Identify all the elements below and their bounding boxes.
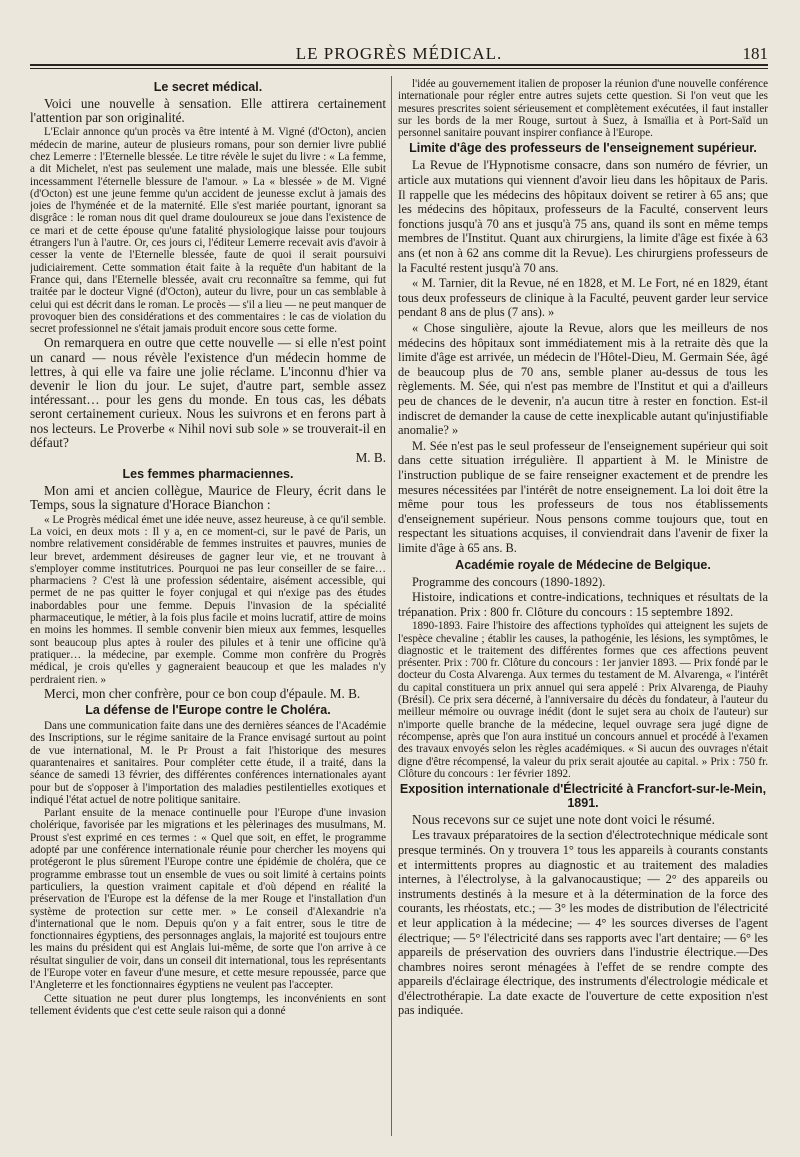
signature: M. B.: [355, 450, 386, 466]
paragraph: Merci, mon cher confrère, pour ce bon coup d'épaule. M. B.: [44, 685, 361, 701]
paragraph: « Chose singulière, ajoute la Revue, alors que les meilleurs de nos médecins des hôpitaux sont immédiatement mis à la retraite dès que la limite d'âge est arrivée, un médecin de l'Hôtel-Dieu, M. Germain Sée, âgé de beaucoup plus de 70 ans, semble planer au-dessus de tous les règlements. M. Sée, qui n'est pas membre de l'Institut et qui a d'ailleurs peu de chances de le devenir, n'a aucun titre à rester en fonction. Est-il indiscret de demander la cause de cette inexplicable autant qu'injustifiable anomalie? »: [398, 321, 768, 438]
paragraph: Programme des concours (1890-1892).: [412, 574, 606, 589]
section-heading: Académie royale de Médecine de Belgique.: [455, 557, 711, 572]
header-rule: [30, 64, 768, 66]
paragraph: M. Sée n'est pas le seul professeur de l'enseignement supérieur qui soit dans cette situation irrégulière. Il appartient à M. le Ministre de l'instruction publique de se faire renseigner exactement et de prendre les mesures nécessitées par l'intérêt de notre enseignement. La loi doit être la même pour tous les professeurs de tous nos établissements d'enseignement supérieur. Nous pensons comme toujours que, tout en respectant les situations acquises, il conviendrait dans l'avenir de fixer la limite d'âge à 65 ans. B.: [398, 438, 768, 555]
paragraph: Parlant ensuite de la menace continuelle pour l'Europe d'une invasion cholérique, favorisée par les migrations et les pèlerinages des musulmans, M. Proust s'est exprimé en ces termes : « Quel que soit, en effet, le programme adopté par une conférence internationale réunie pour chercher les moyens qui protégeront le plus sûrement l'Europe contre une épidémie de choléra, que ce programme embrasse tout un ensemble de vues ou soit limité à certains points particuliers, la question vraiment capitale et d'où dépend en réalité la préservation de l'Europe est la défense de la mer Rouge et l'installation d'un système de protection sur cette mer. » Le conseil d'Alexandrie n'a d'international que le nom. Depuis qu'on y a fait entrer, sous le titre de fonctionnaires égyptiens, des personnages anglais, la majorité est toujours entre les mains du président qui est Anglais lui-même, de sorte que l'on arrive à ce résultat singulier de voir, dans un conseil dit international, tous les représentants de l'Europe voter en faveur d'une mesure, et cette mesure repoussée, parce que l'Angleterre et les fonctionnaires égyptiens ne veulent pas l'accepter.: [30, 807, 386, 992]
page-header: [30, 44, 768, 64]
paragraph: 1890-1893. Faire l'histoire des affections typhoïdes qui atteignent les sujets de l'espèce chevaline ; établir les causes, la pathogénie, les lésions, les symptômes, le diagnostic et le traitement des différentes formes que ces affections peuvent présenter. Prix : 700 fr. Clôture du concours : 1er janvier 1893. — Prix fondé par le docteur du Costa Alvarenga. Aux termes du testament de M. Alvarenga, « l'intérêt du capital constituera un prix annuel qui sera appelé : Prix Alvarenga, de Piauhy (Brésil). Ce prix sera décerné, à l'anniversaire du décès du fondateur, à l'auteur du meilleur mémoire ou ouvrage inédit (dont le sujet sera au choix de l'auteur) sur n'importe quelle branche de la médecine, lequel ouvrage sera jugé digne de récompense, après que l'on aura institué un concours annuel et procédé à l'examen des travaux envoyés selon les règles académiques. « Si aucun des ouvrages n'était digne d'être récompensé, la valeur du prix serait ajoutée au capital. » Prix : 750 fr. Clôture du concours : 1er février 1892.: [398, 620, 768, 780]
paragraph: « Le Progrès médical émet une idée neuve, assez heureuse, à ce qu'il semble. La voici, en deux mots : Il y a, en ce moment-ci, sur le pavé de Paris, un nombre relativement considérable de femmes instruites et pauvres, munies de leur brevet, ardemment désireuses de gagner leur vie, et ne trouvant à s'employer comme institutrices. Pourquoi ne pas leur conseiller de se faire… pharmaciens ? C'est là une profession sédentaire, aisément accessible, qui permet de ne pas quitter le foyer conjugal et qui n'exige pas des études inabordables pour une femme. Depuis l'invasion de la spécialité pharmaceutique, le métier, à la fois plus facile et moins lucratif, attire de moins en moins les hommes. Il semble convenir bien mieux aux femmes, lesquelles sont beaucoup plus aptes à rouler des pilules et à tenir une officine qu'à pratiquer… la médecine, par exemple. Comme mon confrère du Progrès médical, je crois qu'elles y gagneraient beaucoup et que les malades n'y perdraient rien. »: [30, 513, 386, 686]
paragraph: On remarquera en outre que cette nouvelle — si elle n'est point un canard — nous révèle l'existence d'un médecin homme de lettres, à qui elle va faire une jolie réclame. L'inconnu d'hier va devenir le lion du jour. Le sujet, d'autre part, semble assez intéressant… pour les gens du monde. En tous cas, les débats seront certainement curieux. Nous les suivrons et en ferons part à nos lecteurs. Le Proverbe « Nihil novi sub sole » se trouverait-il en défaut?: [30, 335, 386, 450]
paragraph: Dans une communication faite dans une des dernières séances de l'Académie des Inscriptions, sur le régime sanitaire de la France envisagé surtout au point de vue international, M. le Pr Proust a fait l'historique des mesures quarantenaires et sanitaires. Pour compléter cette étude, il a traité, dans la séance de samedi 13 février, des différentes conférences internationales ayant pour but de s'opposer à l'importation des maladies pestilentielles exotiques et indiqué l'état actuel de notre politique sanitaire.: [30, 720, 386, 806]
paragraph: Histoire, indications et contre-indications, techniques et résultats de la trépanation. Prix : 800 fr. Clôture du concours : 15 septembre 1892.: [398, 590, 768, 619]
paragraph: Les travaux préparatoires de la section d'électrotechnique médicale sont presque terminés. On y trouvera 1° tous les appareils à courants constants et intermittents propres au diagnostic et au traitement des maladies internes, à l'électrolyse, à la galvanocaustique; — 2° des appareils ou instruments destinés à la mesure et à la détermination de la force des courants, les rhéostats, etc.; — 3° les modes de distribution de l'électricité et leur application à la médecine; — 4° les sources diverses de l'agent électrique; — 5° l'électricité dans ses rapports avec l'art dentaire; — 6° les appareils de préservation des ouvriers dans l'industrie électrique.—Des chambres noires seront ménagées à l'effet de se rendre compte des appareils d'éclairage électrique, des instruments d'électrologie médicale et d'électrothérapie. La date exacte de l'ouverture de cette exposition n'est pas indiquée.: [398, 828, 768, 1018]
paragraph: L'Eclair annonce qu'un procès va être intenté à M. Vigné (d'Octon), ancien médecin de marine, auteur de plusieurs romans, pour son dernier livre publié chez Lemerre : l'Eternelle blessée. Le titre révèle le sujet du livre : « La femme, a dit Michelet, n'est pas seulement une malade, mais une blessée. Elle subit incessamment l'éternelle blessure de l'amour. » La « blessée » de M. Vigné (d'Octon) est une jeune femme qu'un accident de jeunesse exclut à jamais des joies de l'hyménée et de la maternité. Elle s'est mariée pourtant, ignorant sa disgrâce : le roman nous dit quel drame douloureux se joue dans l'existence de ce mari et de cette épouse qu'une fatalité physiologique laisse pour toujours étrangers l'un à l'autre. Or, ces jours ci, l'éditeur Lemerre recevait avis d'avoir à cesser la vente de l'Eternelle blessée, faute de quoi il serait poursuivi judiciairement. Cette sommation était faite à la requête d'un habitant de la France qui, dans l'Eternelle blessée, avait cru reconnaître sa femme, qui fut traitée par le docteur Vigné (d'Octon), auteur du livre, pour un cas semblable à celui qui est décrit dans le roman. Le procès — s'il a lieu — ne peut manquer de provoquer bien des considérations et des commentaires : le cas de violation du secret professionnel ne s'était jamais produit encore sous cette forme.: [30, 126, 386, 336]
section-heading: Limite d'âge des professeurs de l'enseignement supérieur.: [409, 141, 757, 156]
section-heading: Le secret médical.: [153, 80, 263, 94]
header-rule-thin: [30, 68, 768, 69]
left-column: [30, 78, 386, 1138]
paragraph: l'idée au gouvernement italien de proposer la réunion d'une nouvelle conférence internationale pour régler entre autres sujets cette question. Si l'on veut que les mesures prescrites soient sérieusement et complètement exécutées, il faut installer sur les bords de la mer Rouge, surtout à Suez, à Ismaïlia et à Port-Saïd un personnel sanitaire pouvant inspirer confiance à l'Europe.: [398, 78, 768, 140]
paragraph: Nous recevons sur ce sujet une note dont voici le résumé.: [412, 812, 715, 828]
page-number: 181: [742, 44, 768, 63]
paragraph: La Revue de l'Hypnotisme consacre, dans son numéro de février, un article aux mutations qui viennent d'avoir lieu dans les hôpitaux de Paris. Il rappelle que les médecins des hôpitaux doivent se retirer à 65 ans; que les médecins des hôpitaux, professeurs de la Faculté, conservent leurs fonctions jusqu'à 70 ans et jusqu'à 75 ans, quand ils sont en même temps membres de l'Institut. Quant aux chirurgiens, la limite d'âge est fixée à 63 ans (et non à 62 ans comme dit la Revue). Les chirurgiens professeurs de la Faculté restent jusqu'à 70 ans.: [398, 158, 768, 275]
paragraph: Cette situation ne peut durer plus longtemps, les inconvénients en sont tellement évidents que c'est cette seule raison qui a donné: [30, 992, 386, 1017]
right-column: [398, 78, 768, 1138]
paragraph: Mon ami et ancien collègue, Maurice de Fleury, écrit dans le Temps, sous la signature d'Horace Bianchon :: [30, 483, 386, 513]
section-heading: La défense de l'Europe contre le Choléra.: [85, 703, 331, 718]
section-heading: Exposition internationale d'Électricité à Francfort-sur-le-Mein, 1891.: [399, 782, 767, 811]
paragraph: Voici une nouvelle à sensation. Elle attirera certainement l'attention par son originalité.: [30, 96, 386, 126]
section-heading: Les femmes pharmaciennes.: [122, 467, 294, 482]
column-divider: [391, 76, 392, 1136]
running-title: LE PROGRÈS MÉDICAL.: [295, 44, 503, 63]
paragraph: « M. Tarnier, dit la Revue, né en 1828, et M. Le Fort, né en 1829, étant tous deux professeurs de clinique à la Faculté, peuvent garder leur service pendant 8 ans de plus (7 ans). »: [398, 276, 768, 320]
